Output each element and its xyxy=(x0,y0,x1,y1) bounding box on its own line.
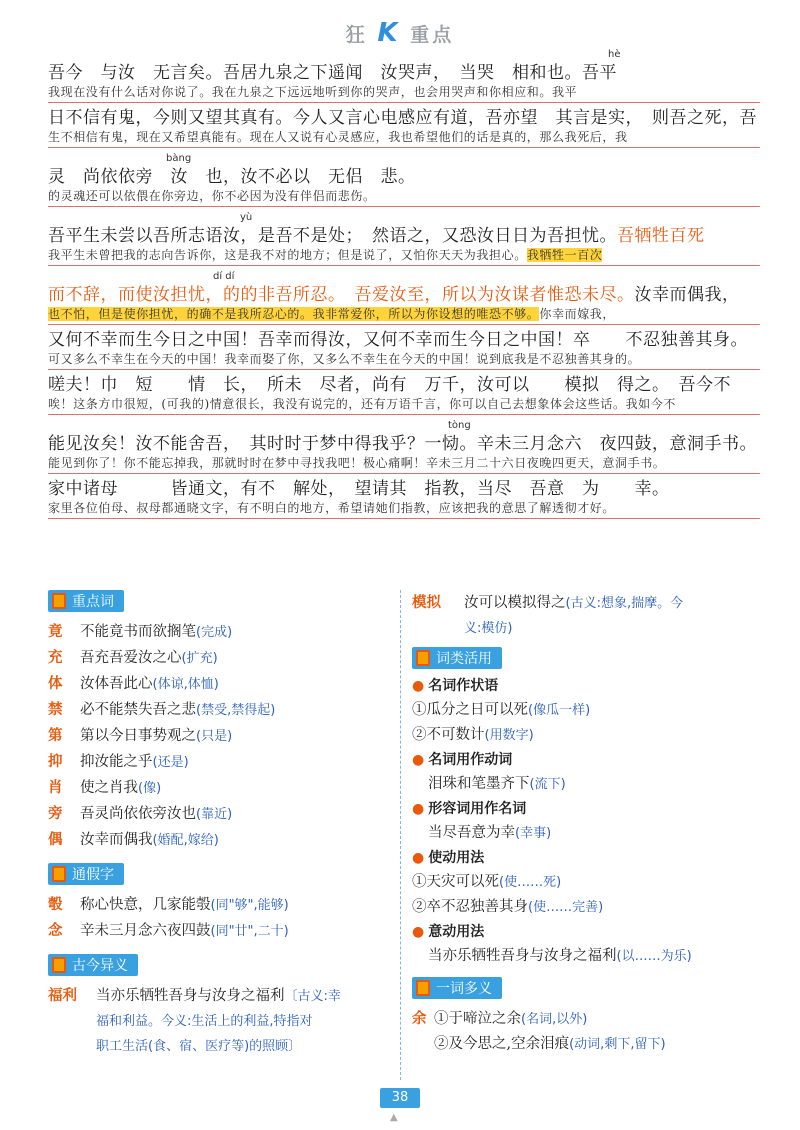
gloss-line-6: 可又多么不幸生在今天的中国！我幸而娶了你，又多么不幸生在今天的中国！说到底我是不忍独善其身的。 xyxy=(48,351,760,370)
gloss-line-2: 生不相信有鬼，现在又希望真能有。现在人又说有心灵感应，我也希望他们的话是真的，那么我死后，我 xyxy=(48,129,760,148)
vocab-item: 第 第以今日事势观之(只是) xyxy=(48,727,233,744)
tag-tongjia: 通假字 xyxy=(48,863,124,885)
gloss-line-9: 家里各位伯母、叔母都通晓文字，有不明白的地方，希望请她们指教，应该把我的意思了解透彻才好。 xyxy=(48,500,760,519)
book-icon xyxy=(52,957,66,973)
book-icon xyxy=(52,593,66,609)
gloss-line-8: 能见到你了！你不能忘掉我，那就时时在梦中寻找我吧！极心痛啊！辛未三月二十六日夜晚四更天，意洞手书。 xyxy=(48,455,760,474)
book-icon xyxy=(416,980,430,996)
bullet-dot-icon: ● xyxy=(412,678,425,694)
book-icon xyxy=(52,866,66,882)
pinyin-he: hè xyxy=(608,49,621,60)
pinyin-yu: yù xyxy=(240,212,253,223)
vocab-item: 竟 不能竟书而欲搁笔(完成) xyxy=(48,623,233,640)
tongjia-item: 彀 称心快意，几家能彀(同"够",能够) xyxy=(48,896,289,913)
footer-decoration-icon: ▲ xyxy=(390,1112,398,1123)
gloss-line-1: 我现在没有什么话对你说了。我在九泉之下远远地听到你的哭声，也会用哭声和你相应和。我平 xyxy=(48,84,760,103)
highlight-sacrifice: 吾牺牲百死 xyxy=(617,226,705,246)
vocab-item: 旁 吾灵尚依依旁汝也(靠近) xyxy=(48,805,233,822)
bullet-dot-icon: ● xyxy=(412,752,425,768)
gloss-line-4: 我平生未曾把我的志向告诉你，这是我不对的地方；但是说了，又怕你天天为我担心。我牺牲一百次 xyxy=(48,247,760,266)
gujin-entry: 福利 当亦乐牺牲吾身与汝身之福利〔古义:幸 福和利益。今义:生活上的利益,特指对 职工生活(食、宿、医疗等)的照顾〕 xyxy=(48,987,341,1054)
classical-line-3: 灵 尚依依旁 汝 也，汝不必以 无侣 悲。 xyxy=(48,167,416,187)
vocab-item: 禁 必不能禁失吾之悲(禁受,禁得起) xyxy=(48,701,276,718)
classical-line-9: 家中诸母 皆通文，有不 解处， 望请其 指教，当尽 吾意 为 幸。 xyxy=(48,479,670,499)
vocab-item: 肖 使之肖我(像) xyxy=(48,779,162,796)
classical-line-1: 吾今 与汝 无言矣。吾居九泉之下遥闻 汝哭声， 当哭 相和也。吾平 xyxy=(48,63,617,83)
classical-line-5: 而不辞，而使汝担忧，的的非吾所忍。 吾爱汝至，所以为汝谋者惟恐未尽。汝幸而偶我， xyxy=(48,285,740,305)
bullet-dot-icon: ● xyxy=(412,801,425,817)
passage xyxy=(48,48,760,523)
left-column xyxy=(48,590,393,1059)
classical-line-7: 嗟夫！巾 短 情 长， 所未 尽者，尚有 万千，汝可以 模拟 得之。 吾今不 xyxy=(48,375,731,395)
bullet-dot-icon: ● xyxy=(412,850,425,866)
word-class-list: ● 名词作状语 ①瓜分之日可以死(像瓜一样) ②不可数计(用数字) ● 名词用作动词 泪珠和笔墨齐下(流下) ● 形容词用作名词 当尽吾意为幸(幸事) ● 使动用法 ①天灾可以死(使……死) ②卒不忍独善其身(使……完善) ● 意动用法 当亦乐牺牲吾身与汝身之福利(以……为乐) xyxy=(412,678,692,964)
pinyin-bang: bàng xyxy=(166,153,192,164)
vocab-item: 抑 抑汝能之乎(还是) xyxy=(48,753,189,770)
right-column xyxy=(412,590,757,1057)
vocab-list xyxy=(48,619,393,853)
tag-word-class: 词类活用 xyxy=(412,647,502,669)
vocab-item: 充 吾充吾爱汝之心(扩充) xyxy=(48,649,218,666)
gloss-line-3: 的灵魂还可以依偎在你旁边，你不必因为没有伴侣而悲伤。 xyxy=(48,188,760,207)
vocab-item: 体 汝体吾此心(体谅,体恤) xyxy=(48,675,219,692)
pinyin-tong: tòng xyxy=(448,420,471,431)
classical-line-8: 能见汝矣！汝不能舍吾， 其时时于梦中得我乎？一恸。辛未三月念六 夜四鼓，意洞手书。 xyxy=(48,434,757,454)
tongjia-list xyxy=(48,892,393,944)
column-divider xyxy=(400,590,401,1080)
pinyin-didi: dí dí xyxy=(213,271,235,282)
brand-logo: 狂 K 重点 xyxy=(345,18,455,48)
page-number: 38 xyxy=(380,1088,420,1108)
vocab-item: 偶 汝幸而偶我(婚配,嫁给) xyxy=(48,831,219,848)
gloss-line-7: 唉！这条方巾很短，(可我的)情意很长，我没有说完的，还有万语千言，你可以自己去想象体会这些话。我如今不 xyxy=(48,396,760,415)
tag-key-words: 重点词 xyxy=(48,590,124,612)
tongjia-item: 念 辛未三月念六夜四鼓(同"廿",二十) xyxy=(48,922,289,939)
gloss-line-5: 也不怕，但是使你担忧，的确不是我所忍心的。我非常爱你，所以为你设想的唯恐不够。你幸而嫁我， xyxy=(48,306,760,325)
tag-polysemy: 一词多义 xyxy=(412,977,502,999)
moni-entry: 模拟 汝可以模拟得之(古义:想象,揣摩。今 义:模仿) xyxy=(412,594,684,636)
bullet-dot-icon: ● xyxy=(412,924,425,940)
page-header xyxy=(0,18,800,48)
classical-line-2: 日不信有鬼，今则又望其真有。今人又言心电感应有道，吾亦望 其言是实， 则吾之死，吾 xyxy=(48,108,757,128)
polysemy-entry: 余 ①于啼泣之余(名词,以外) ②及今思之,空余泪痕(动词,剩下,留下) xyxy=(412,1010,666,1052)
classical-line-4: 吾平生未尝以吾所志语汝，是吾不是处； 然语之，又恐汝日日为吾担忧。吾牺牲百死 xyxy=(48,226,705,246)
classical-line-6: 又何不幸而生今日之中国！吾幸而得汝，又何不幸而生今日之中国！卒 不忍独善其身。 xyxy=(48,330,748,350)
book-icon xyxy=(416,650,430,666)
tag-gujin: 古今异义 xyxy=(48,954,138,976)
